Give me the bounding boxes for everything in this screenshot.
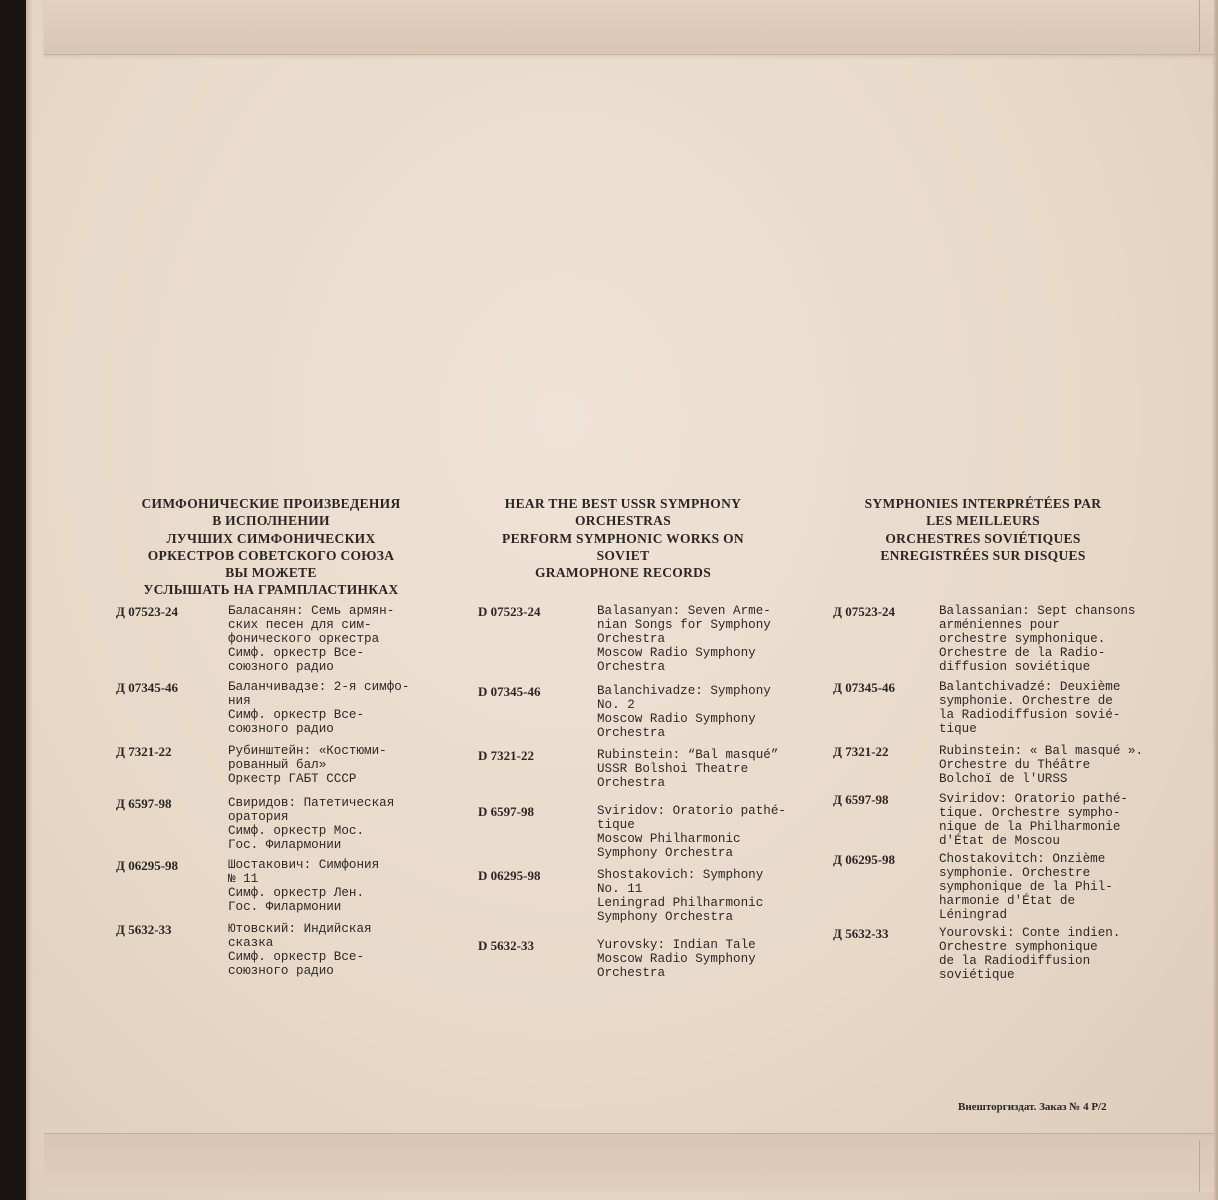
description-line: фонического оркестра bbox=[228, 631, 380, 646]
heading-line: PERFORM SYMPHONIC WORKS ON bbox=[502, 530, 744, 546]
description-line: ских песен для сим- bbox=[228, 617, 372, 632]
description-line: Bolchoï de l'URSS bbox=[939, 771, 1068, 786]
description-line: Moscow Radio Symphony bbox=[597, 711, 756, 726]
description-line: arméniennes pour bbox=[939, 617, 1060, 632]
description-line: nian Songs for Symphony bbox=[597, 617, 771, 632]
description-line: Balantchivadzé: Deuxième bbox=[939, 680, 1121, 694]
french-column bbox=[833, 495, 1144, 982]
heading-line: ORCHESTRAS bbox=[574, 513, 672, 529]
description-line: Симф. оркестр Все- bbox=[228, 645, 365, 660]
catalog-number: D 5632-33 bbox=[478, 938, 534, 953]
catalog-number: D 06295-98 bbox=[478, 868, 541, 883]
work-description bbox=[597, 749, 787, 791]
catalog-entry bbox=[478, 604, 771, 674]
description-line: tique. Orchestre sympho- bbox=[939, 805, 1121, 820]
description-line: Sviridov: Oratorio pathé- bbox=[939, 792, 1128, 806]
description-line: soviétique bbox=[939, 967, 1015, 982]
heading-line: ENREGISTRÉES SUR DISQUES bbox=[880, 547, 1086, 563]
top-flap bbox=[44, 0, 1214, 55]
description-line: orchestre symphonique. bbox=[939, 631, 1106, 646]
work-description bbox=[939, 681, 1139, 737]
description-line: Гос. Филармонии bbox=[228, 837, 342, 852]
description-line: Rubinstein: “Bal masqué” bbox=[597, 748, 779, 762]
heading-line: ЛУЧШИХ СИМФОНИЧЕСКИХ bbox=[166, 530, 376, 546]
description-line: Симф. оркестр Мос. bbox=[228, 823, 365, 838]
catalog-entry bbox=[833, 744, 1144, 786]
description-line: la Radiodiffusion sovié- bbox=[939, 707, 1121, 722]
description-line: Moscow Radio Symphony bbox=[597, 645, 756, 660]
english-heading bbox=[478, 495, 768, 581]
description-line: d'État de Moscou bbox=[939, 833, 1060, 848]
catalog-entry bbox=[478, 868, 764, 924]
description-line: Orchestra bbox=[597, 725, 666, 740]
description-line: Léningrad bbox=[939, 907, 1008, 922]
russian-column bbox=[116, 495, 426, 978]
english-column bbox=[478, 495, 786, 980]
work-description bbox=[939, 853, 1139, 923]
catalog-number: Д 6597-98 bbox=[833, 792, 889, 807]
catalog-number: Д 07345-46 bbox=[833, 680, 896, 695]
work-description bbox=[597, 805, 787, 861]
work-description bbox=[228, 605, 428, 675]
description-line: Shostakovich: Symphony bbox=[597, 868, 764, 882]
description-line: Symphony Orchestra bbox=[597, 909, 734, 924]
description-line: Баласанян: Семь армян- bbox=[228, 604, 395, 618]
description-line: Баланчивадзе: 2-я симфо- bbox=[228, 680, 410, 694]
heading-line: В ИСПОЛНЕНИИ bbox=[212, 513, 330, 529]
catalog-number: D 7321-22 bbox=[478, 748, 534, 763]
description-line: Orchestra bbox=[597, 965, 666, 980]
catalog-entry bbox=[116, 796, 395, 852]
catalog-entry bbox=[833, 852, 1113, 922]
description-line: Yourovski: Conte indien. bbox=[939, 926, 1121, 940]
catalog-entry bbox=[116, 922, 372, 978]
description-line: Симф. оркестр Все- bbox=[228, 707, 365, 722]
catalog-number: Д 5632-33 bbox=[116, 922, 172, 937]
description-line: tique bbox=[939, 721, 977, 736]
heading-line: СИМФОНИЧЕСКИЕ ПРОИЗВЕДЕНИЯ bbox=[141, 496, 401, 511]
sleeve-right-edge bbox=[1212, 0, 1218, 1200]
catalog-number: Д 5632-33 bbox=[833, 926, 889, 941]
heading-line: SOVIET bbox=[596, 547, 650, 563]
description-line: союзного радио bbox=[228, 721, 334, 736]
description-line: Симф. оркестр Все- bbox=[228, 949, 365, 964]
catalog-number: Д 07523-24 bbox=[833, 604, 896, 619]
description-line: Свиридов: Патетическая bbox=[228, 796, 395, 810]
work-description bbox=[228, 745, 428, 787]
heading-line: ORCHESTRES SOVIÉTIQUES bbox=[885, 530, 1081, 546]
description-line: symphonie. Orchestre bbox=[939, 865, 1091, 880]
work-description bbox=[939, 927, 1139, 983]
catalog-number: D 07523-24 bbox=[478, 604, 541, 619]
work-description bbox=[228, 859, 428, 915]
catalog-entry bbox=[116, 744, 387, 786]
catalog-number: Д 07345-46 bbox=[116, 680, 179, 695]
description-line: symphonie. Orchestre de bbox=[939, 693, 1113, 708]
description-line: Orchestre symphonique bbox=[939, 939, 1098, 954]
catalog-entry bbox=[833, 926, 1121, 982]
heading-line: LES MEILLEURS bbox=[926, 513, 1040, 529]
description-line: Chostakovitch: Onzième bbox=[939, 852, 1106, 866]
catalog-number: Д 06295-98 bbox=[833, 852, 896, 867]
work-description bbox=[939, 605, 1139, 675]
description-line: Orchestra bbox=[597, 631, 666, 646]
description-line: Симф. оркестр Лен. bbox=[228, 885, 365, 900]
catalog-entry bbox=[833, 792, 1128, 848]
description-line: Гос. Филармонии bbox=[228, 899, 342, 914]
catalog-number: Д 7321-22 bbox=[833, 744, 889, 759]
sleeve-left-edge bbox=[26, 0, 32, 1200]
heading-line: GRAMOPHONE RECORDS bbox=[534, 565, 712, 581]
french-heading bbox=[833, 495, 1133, 564]
description-line: No. 11 bbox=[597, 881, 643, 896]
record-sleeve-back bbox=[26, 0, 1218, 1200]
description-line: diffusion soviétique bbox=[939, 659, 1091, 674]
description-line: harmonie d'État de bbox=[939, 893, 1076, 908]
description-line: ния bbox=[228, 693, 251, 708]
work-description bbox=[228, 681, 428, 737]
heading-line: УСЛЫШАТЬ НА ГРАМПЛАСТИНКАХ bbox=[143, 582, 399, 598]
publisher-order-note: Внешторгиздат. Заказ № 4 Р/2 bbox=[958, 1101, 1107, 1113]
description-line: Шостакович: Симфония bbox=[228, 858, 380, 872]
description-line: Moscow Radio Symphony bbox=[597, 951, 756, 966]
heading-line: ОРКЕСТРОВ СОВЕТСКОГО СОЮЗА bbox=[147, 547, 395, 563]
catalog-entry bbox=[116, 858, 380, 914]
description-line: союзного радио bbox=[228, 963, 334, 978]
work-description bbox=[939, 793, 1139, 849]
catalog-entry bbox=[478, 748, 779, 790]
russian-heading bbox=[116, 495, 426, 599]
catalog-entry bbox=[116, 680, 410, 736]
description-line: Оркестр ГАБТ СССР bbox=[228, 771, 357, 786]
work-description bbox=[597, 605, 787, 675]
catalog-entry bbox=[833, 604, 1136, 674]
description-line: Balasanyan: Seven Arme- bbox=[597, 604, 771, 618]
description-line: Rubinstein: « Bal masqué ». bbox=[939, 744, 1144, 758]
description-line: № 11 bbox=[228, 871, 259, 886]
description-line: nique de la Philharmonie bbox=[939, 819, 1121, 834]
catalog-entry bbox=[833, 680, 1121, 736]
description-line: Leningrad Philharmonic bbox=[597, 895, 764, 910]
description-line: Yurovsky: Indian Tale bbox=[597, 938, 756, 952]
description-line: Orchestre du Théâtre bbox=[939, 757, 1091, 772]
description-line: de la Radiodiffusion bbox=[939, 953, 1091, 968]
description-line: Sviridov: Oratorio pathé- bbox=[597, 804, 786, 818]
work-description bbox=[597, 939, 787, 981]
bottom-flap bbox=[44, 1133, 1214, 1192]
heading-line: ВЫ МОЖЕТЕ bbox=[225, 565, 317, 581]
description-line: Moscow Philharmonic bbox=[597, 831, 741, 846]
description-line: Balanchivadze: Symphony bbox=[597, 684, 771, 698]
work-description bbox=[228, 923, 428, 979]
description-line: Orchestre de la Radio- bbox=[939, 645, 1106, 660]
description-line: сказка bbox=[228, 935, 274, 950]
description-line: No. 2 bbox=[597, 697, 635, 712]
description-line: symphonique de la Phil- bbox=[939, 879, 1113, 894]
work-description bbox=[228, 797, 428, 853]
catalog-number: Д 7321-22 bbox=[116, 744, 172, 759]
description-line: рованный бал» bbox=[228, 757, 327, 772]
work-description bbox=[597, 869, 787, 925]
description-line: Orchestra bbox=[597, 775, 666, 790]
work-description bbox=[939, 744, 1144, 787]
heading-line: SYMPHONIES INTERPRÉTÉES PAR bbox=[864, 496, 1102, 511]
description-line: Balassanian: Sept chansons bbox=[939, 604, 1136, 618]
description-line: Orchestra bbox=[597, 659, 666, 674]
catalog-number: Д 06295-98 bbox=[116, 858, 179, 873]
description-line: tique bbox=[597, 817, 635, 832]
catalog-entry bbox=[478, 684, 771, 740]
catalog-entry bbox=[116, 604, 395, 674]
description-line: оратория bbox=[228, 809, 289, 824]
description-line: USSR Bolshoi Theatre bbox=[597, 761, 749, 776]
catalog-number: D 6597-98 bbox=[478, 804, 534, 819]
heading-line: HEAR THE BEST USSR SYMPHONY bbox=[504, 496, 742, 511]
description-line: Symphony Orchestra bbox=[597, 845, 734, 860]
catalog-number: Д 6597-98 bbox=[116, 796, 172, 811]
work-description bbox=[597, 685, 787, 741]
description-line: Рубинштейн: «Костюми- bbox=[228, 744, 387, 758]
description-line: союзного радио bbox=[228, 659, 334, 674]
catalog-entry bbox=[478, 938, 756, 980]
catalog-number: D 07345-46 bbox=[478, 684, 541, 699]
catalog-entry bbox=[478, 804, 786, 860]
catalog-number: Д 07523-24 bbox=[116, 604, 179, 619]
description-line: Ютовский: Индийская bbox=[228, 922, 372, 936]
